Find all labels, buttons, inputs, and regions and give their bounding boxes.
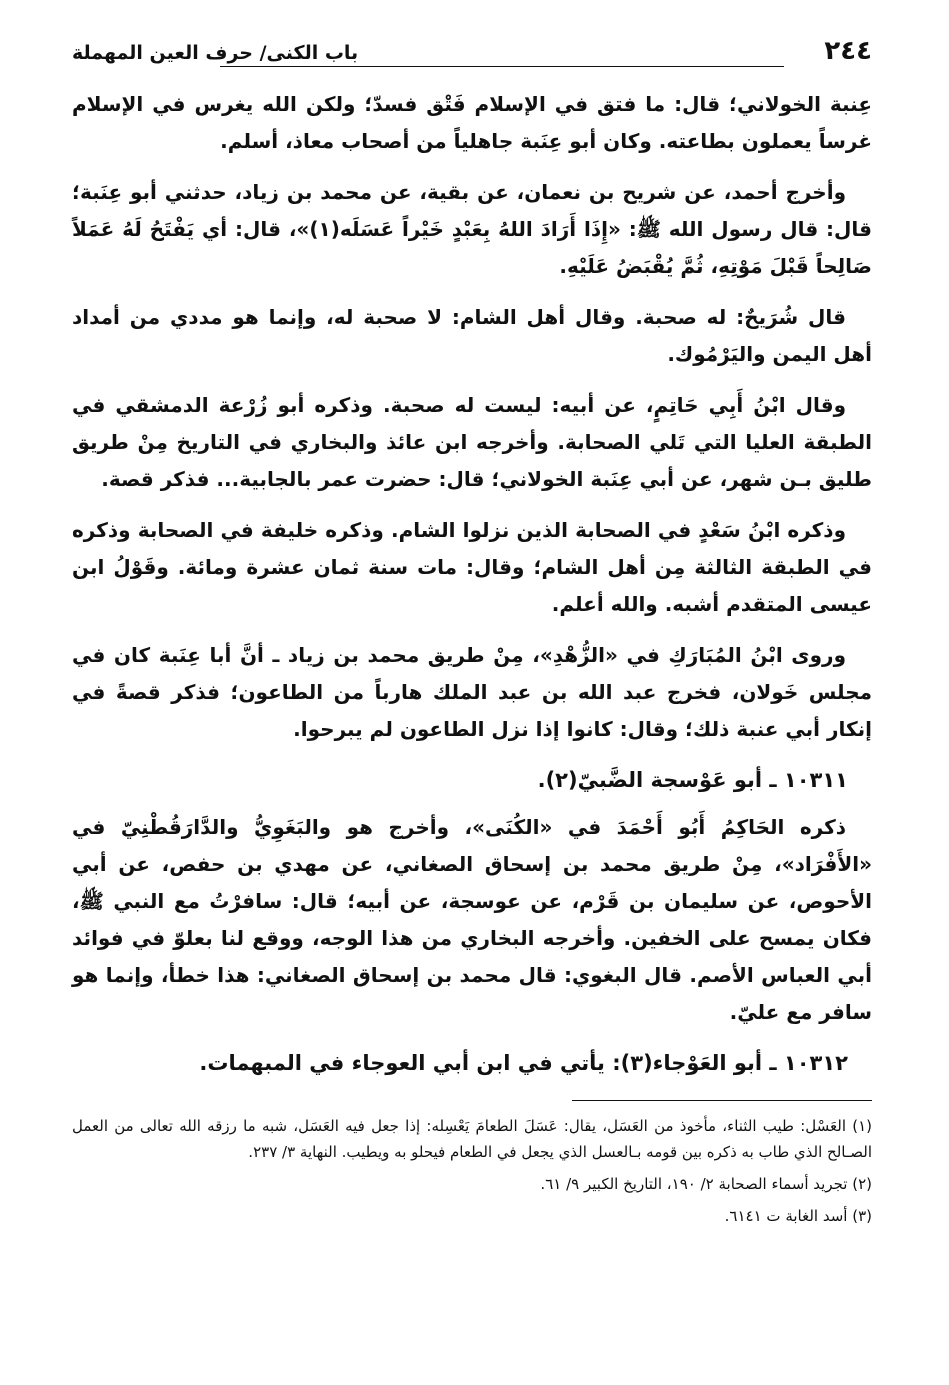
main-text (72, 86, 872, 1082)
paragraph-4: وقال ابْنُ أَبِي حَاتِمٍ، عن أبيه: ليست له صحبة. وذكره أبو زُرْعة الدمشقي في الطبقة العليا التي تَلي الصحابة. وأخرجه ابن عائذ والبخاري في التاريخ مِنْ طريق طليق بـن شهر، عن أبي عِنَبة الخولاني؛ قال: حضرت عمر بالجابية... فذكر قصة. (72, 393, 872, 491)
footnotes (72, 1113, 872, 1229)
page-header (72, 36, 872, 86)
entry-10311-text: ذكره الحَاكِمُ أَبُو أَحْمَدَ في «الكُنَى»، وأخرج هو والبَغَوِيُّ والدَّارَقُطْنِيّ في «الأَفْرَاد»، مِنْ طريق محمد بن إسحاق الصغاني، عن مهدي بن حفص، عن أبي الأحوص، عن سليمان بن قَرْم، عن عوسجة، عن أبيه؛ قال: سافرْتُ مع النبي ﷺ، فكان يمسح على الخفين. وأخرجه البخاري من هذا الوجه، ووقع لنا بعلوّ في فوائد أبي العباس الأصم. قال البغوي: قال محمد بن إسحاق الصغاني: هذا خطأ، وإنما هو سافر مع عليّ. (72, 815, 872, 1024)
paragraph-6: وروى ابْنُ المُبَارَكِ في «الزُّهْدِ»، مِنْ طريق محمد بن زياد ـ أنَّ أبا عِنَبة كان في مجلس خَولان، فخرج عبد الله بن عبد الملك هارباً من الطاعون؛ فذكر قصةً في إنكار أبي عنبة ذلك؛ وقال: كانوا إذا نزل الطاعون لم يبرحوا. (72, 643, 872, 741)
header-rule (220, 66, 784, 67)
paragraph-2: وأخرج أحمد، عن شريح بن نعمان، عن بقية، عن محمد بن زياد، حدثني أبو عِنَبة؛ قال: قال رسول الله ﷺ: «إِذَا أَرَادَ اللهُ بِعَبْدٍ خَيْراً عَسَلَه(١)»، قال: أي يَفْتَحُ لَهُ عَمَلاً صَالِحاً قَبْلَ مَوْتِهِ، ثُمَّ يُقْبَضُ عَلَيْهِ. (72, 180, 872, 278)
paragraph-3: قال شُرَيحٌ: له صحبة. وقال أهل الشام: لا صحبة له، وإنما هو مددي من أمداد أهل اليمن واليَرْمُوك. (72, 305, 872, 366)
paragraph-5: وذكره ابْنُ سَعْدٍ في الصحابة الذين نزلوا الشام. وذكره خليفة في الصحابة وذكره في الطبقة الثالثة مِن أهل الشام؛ وقال: مات سنة ثمان عشرة ومائة. وقَوْلُ ابن عيسى المتقدم أشبه. والله أعلم. (72, 518, 872, 616)
entry-10311-heading: ١٠٣١١ ـ أبو عَوْسجة الضَّبيّ(٢). (537, 768, 848, 792)
entry-10312-heading: ١٠٣١٢ ـ أبو العَوْجاء(٣): يأتي في ابن أبي العوجاء في المبهمات. (199, 1051, 848, 1075)
running-title: باب الكنى/ حرف العين المهملة (72, 42, 359, 64)
book-page (72, 36, 872, 1235)
footnote-3: (٣) أسد الغابة ت ٦١٤١. (724, 1207, 872, 1225)
footnote-1: (١) العَسْل: طيب الثناء، مأخوذ من العَسَل، يقال: عَسَلَ الطعامَ يَعْسِله: إذا جعل فيه العَسَل، شبه ما رزقه الله تعالى من العمل الصـالح الذي طاب به ذكره بين قومه بـالعسل الذي يجعل في الطعام فيحلو به ويطيب. النهاية ٣/ ٢٣٧. (72, 1117, 872, 1161)
page-number: ٢٤٤ (824, 36, 872, 66)
footnote-rule (572, 1100, 872, 1101)
paragraph-1: عِنبة الخولاني؛ قال: ما فتق في الإسلام فَتْق فسدّ؛ ولكن الله يغرس في الإسلام غرساً يعملون بطاعته. وكان أبو عِنَبة جاهلياً من أصحاب معاذ، أسلم. (72, 92, 872, 153)
footnote-2: (٢) تجريد أسماء الصحابة ٢/ ١٩٠، التاريخ الكبير ٩/ ٦١. (540, 1175, 872, 1193)
